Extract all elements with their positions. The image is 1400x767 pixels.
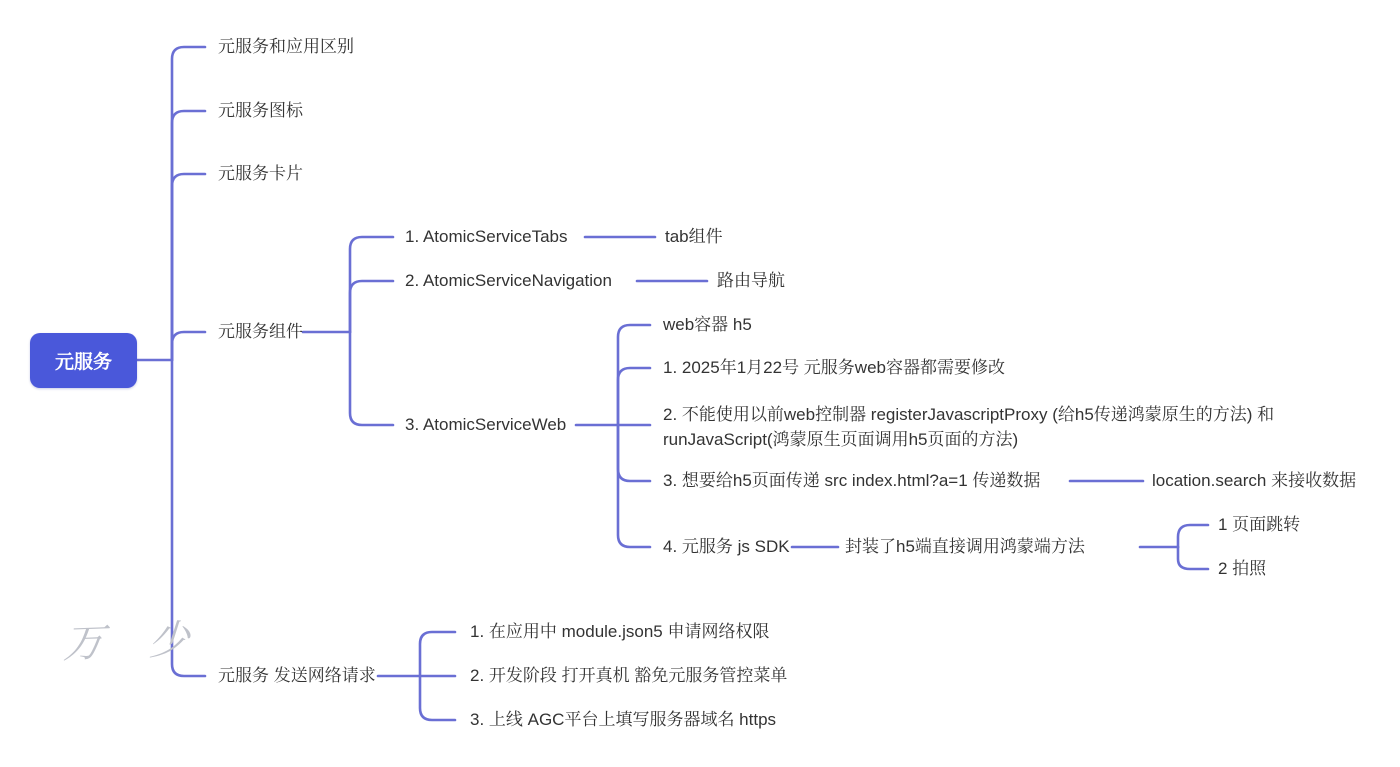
edge-wrapper-jump <box>1178 525 1208 547</box>
node-atomic-service-web[interactable]: 3. AtomicServiceWeb <box>405 414 567 434</box>
edge-web-sdk <box>618 425 650 547</box>
node-network-dev-stage[interactable]: 2. 开发阶段 打开真机 豁免元服务管控菜单 <box>470 665 788 685</box>
edge-components-tabs <box>350 237 393 332</box>
edge-branch-1 <box>172 111 205 360</box>
edge-components-nav <box>350 281 393 332</box>
node-atomic-service-tabs[interactable]: 1. AtomicServiceTabs <box>405 226 568 246</box>
node-tab-component[interactable]: tab组件 <box>665 226 723 246</box>
node-web-container-h5[interactable]: web容器 h5 <box>663 314 752 334</box>
node-route-navigation[interactable]: 路由导航 <box>717 270 785 290</box>
node-sdk-photo[interactable]: 2 拍照 <box>1218 558 1267 578</box>
node-atomic-service-navigation[interactable]: 2. AtomicServiceNavigation <box>405 270 612 290</box>
edge-web-deadline <box>618 368 650 425</box>
node-sdk-wrapper[interactable]: 封装了h5端直接调用鸿蒙端方法 <box>845 536 1085 556</box>
edge-branch-3 <box>172 332 205 360</box>
edge-web-h5 <box>618 325 650 425</box>
edge-network-permission <box>420 632 455 676</box>
watermark-signature: 万 少 <box>61 616 207 668</box>
node-sdk-page-jump[interactable]: 1 页面跳转 <box>1218 514 1301 534</box>
node-network-agc-domain[interactable]: 3. 上线 AGC平台上填写服务器域名 https <box>470 709 777 729</box>
node-web-controller-limit-line2: runJavaScript(鸿蒙原生页面调用h5页面的方法) <box>663 430 1019 449</box>
node-js-sdk[interactable]: 4. 元服务 js SDK <box>663 536 790 556</box>
node-root[interactable]: 元服务 <box>30 333 137 388</box>
node-web-controller-limit[interactable] <box>663 402 1274 452</box>
edge-branch-0 <box>172 47 205 360</box>
node-web-controller-limit-line1: 2. 不能使用以前web控制器 registerJavascriptProxy (给h5传递鸿蒙原生的方法) 和 <box>663 405 1275 424</box>
node-service-components[interactable]: 元服务组件 <box>218 321 303 341</box>
node-service-card[interactable]: 元服务卡片 <box>218 163 303 183</box>
node-web-src-params[interactable]: 3. 想要给h5页面传递 src index.html?a=1 传递数据 <box>663 470 1041 490</box>
edge-network-agc <box>420 676 455 720</box>
node-service-vs-app[interactable]: 元服务和应用区别 <box>218 36 354 56</box>
edge-wrapper-photo <box>1178 547 1208 569</box>
node-service-icon[interactable]: 元服务图标 <box>218 100 303 120</box>
node-network-permission[interactable]: 1. 在应用中 module.json5 申请网络权限 <box>470 621 770 641</box>
node-web-deadline[interactable]: 1. 2025年1月22号 元服务web容器都需要修改 <box>663 357 1005 377</box>
edge-web-src <box>618 425 650 481</box>
edge-components-web <box>350 332 393 425</box>
node-location-search[interactable]: location.search 来接收数据 <box>1152 470 1357 490</box>
node-network-request[interactable]: 元服务 发送网络请求 <box>218 665 376 685</box>
